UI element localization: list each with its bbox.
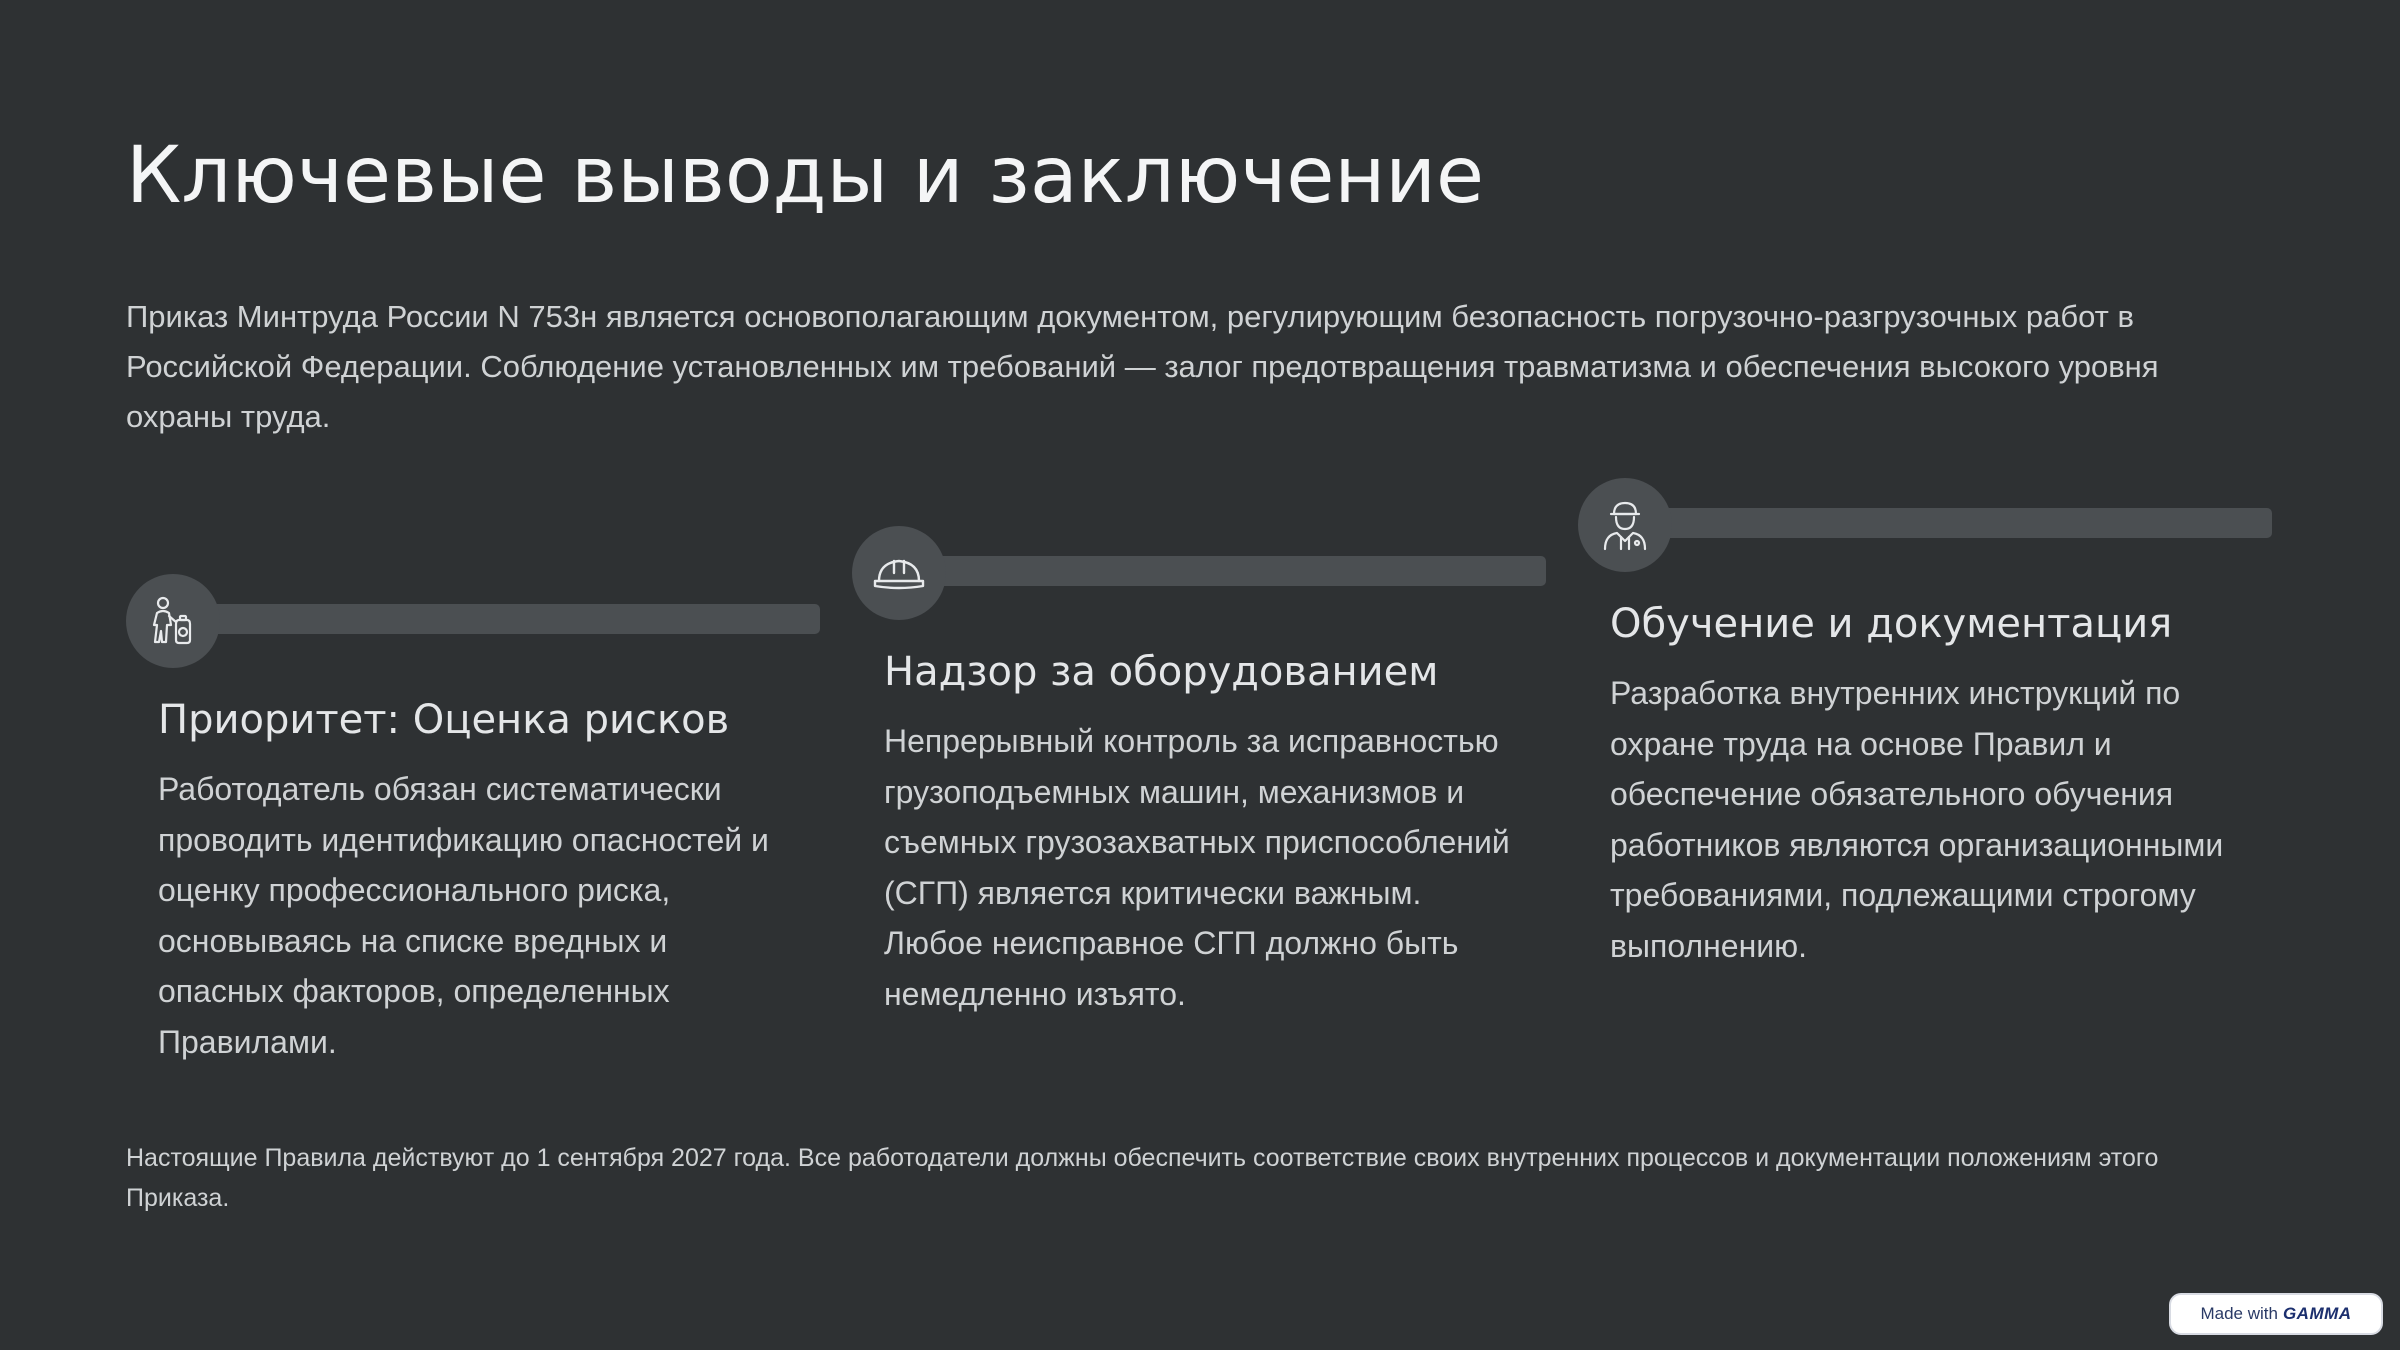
- card-progress-track: [186, 604, 820, 634]
- card-text: Работодатель обязан систематически проводить идентификацию опасностей и оценку профессионального риска, основываясь на списке вредных и опасных факторов, определенных Правилами.: [158, 771, 769, 1060]
- hard-hat-icon: [852, 526, 946, 620]
- card-title: Надзор за оборудованием: [884, 649, 1439, 695]
- card-progress-track: [912, 556, 1546, 586]
- card-title: Обучение и документация: [1610, 601, 2173, 647]
- slide-title: Ключевые выводы и заключение: [126, 131, 1484, 221]
- worker-person-icon: [1578, 478, 1672, 572]
- badge-prefix: Made with: [2200, 1304, 2278, 1323]
- footer-note: Настоящие Правила действуют до 1 сентября 2027 года. Все работодатели должны обеспечить соответствие своих внутренних процессов и документации положениям этого Приказа.: [126, 1144, 2159, 1212]
- gamma-logo: GAMMA: [2282, 1304, 2352, 1323]
- card-progress-track: [1638, 508, 2272, 538]
- card-text: Непрерывный контроль за исправностью грузоподъемных машин, механизмов и съемных грузозахватных приспособлений (СГП) является критически важным. Любое неисправное СГП должно быть немедленно изъято.: [884, 723, 1510, 1012]
- made-with-gamma-badge[interactable]: [2169, 1293, 2383, 1335]
- worker-with-chemicals-icon: [126, 574, 220, 668]
- intro-paragraph: Приказ Минтруда России N 753н является основополагающим документом, регулирующим безопасность погрузочно-разгрузочных работ в Российской Федерации. Соблюдение установленных им требований — залог предотвращения травматизма и обеспечения высокого уровня охраны труда.: [126, 299, 2159, 434]
- card-title: Приоритет: Оценка рисков: [158, 697, 730, 743]
- card-text: Разработка внутренних инструкций по охране труда на основе Правил и обеспечение обязательного обучения работников являются организационными требованиями, подлежащими строгому выполнению.: [1610, 675, 2224, 964]
